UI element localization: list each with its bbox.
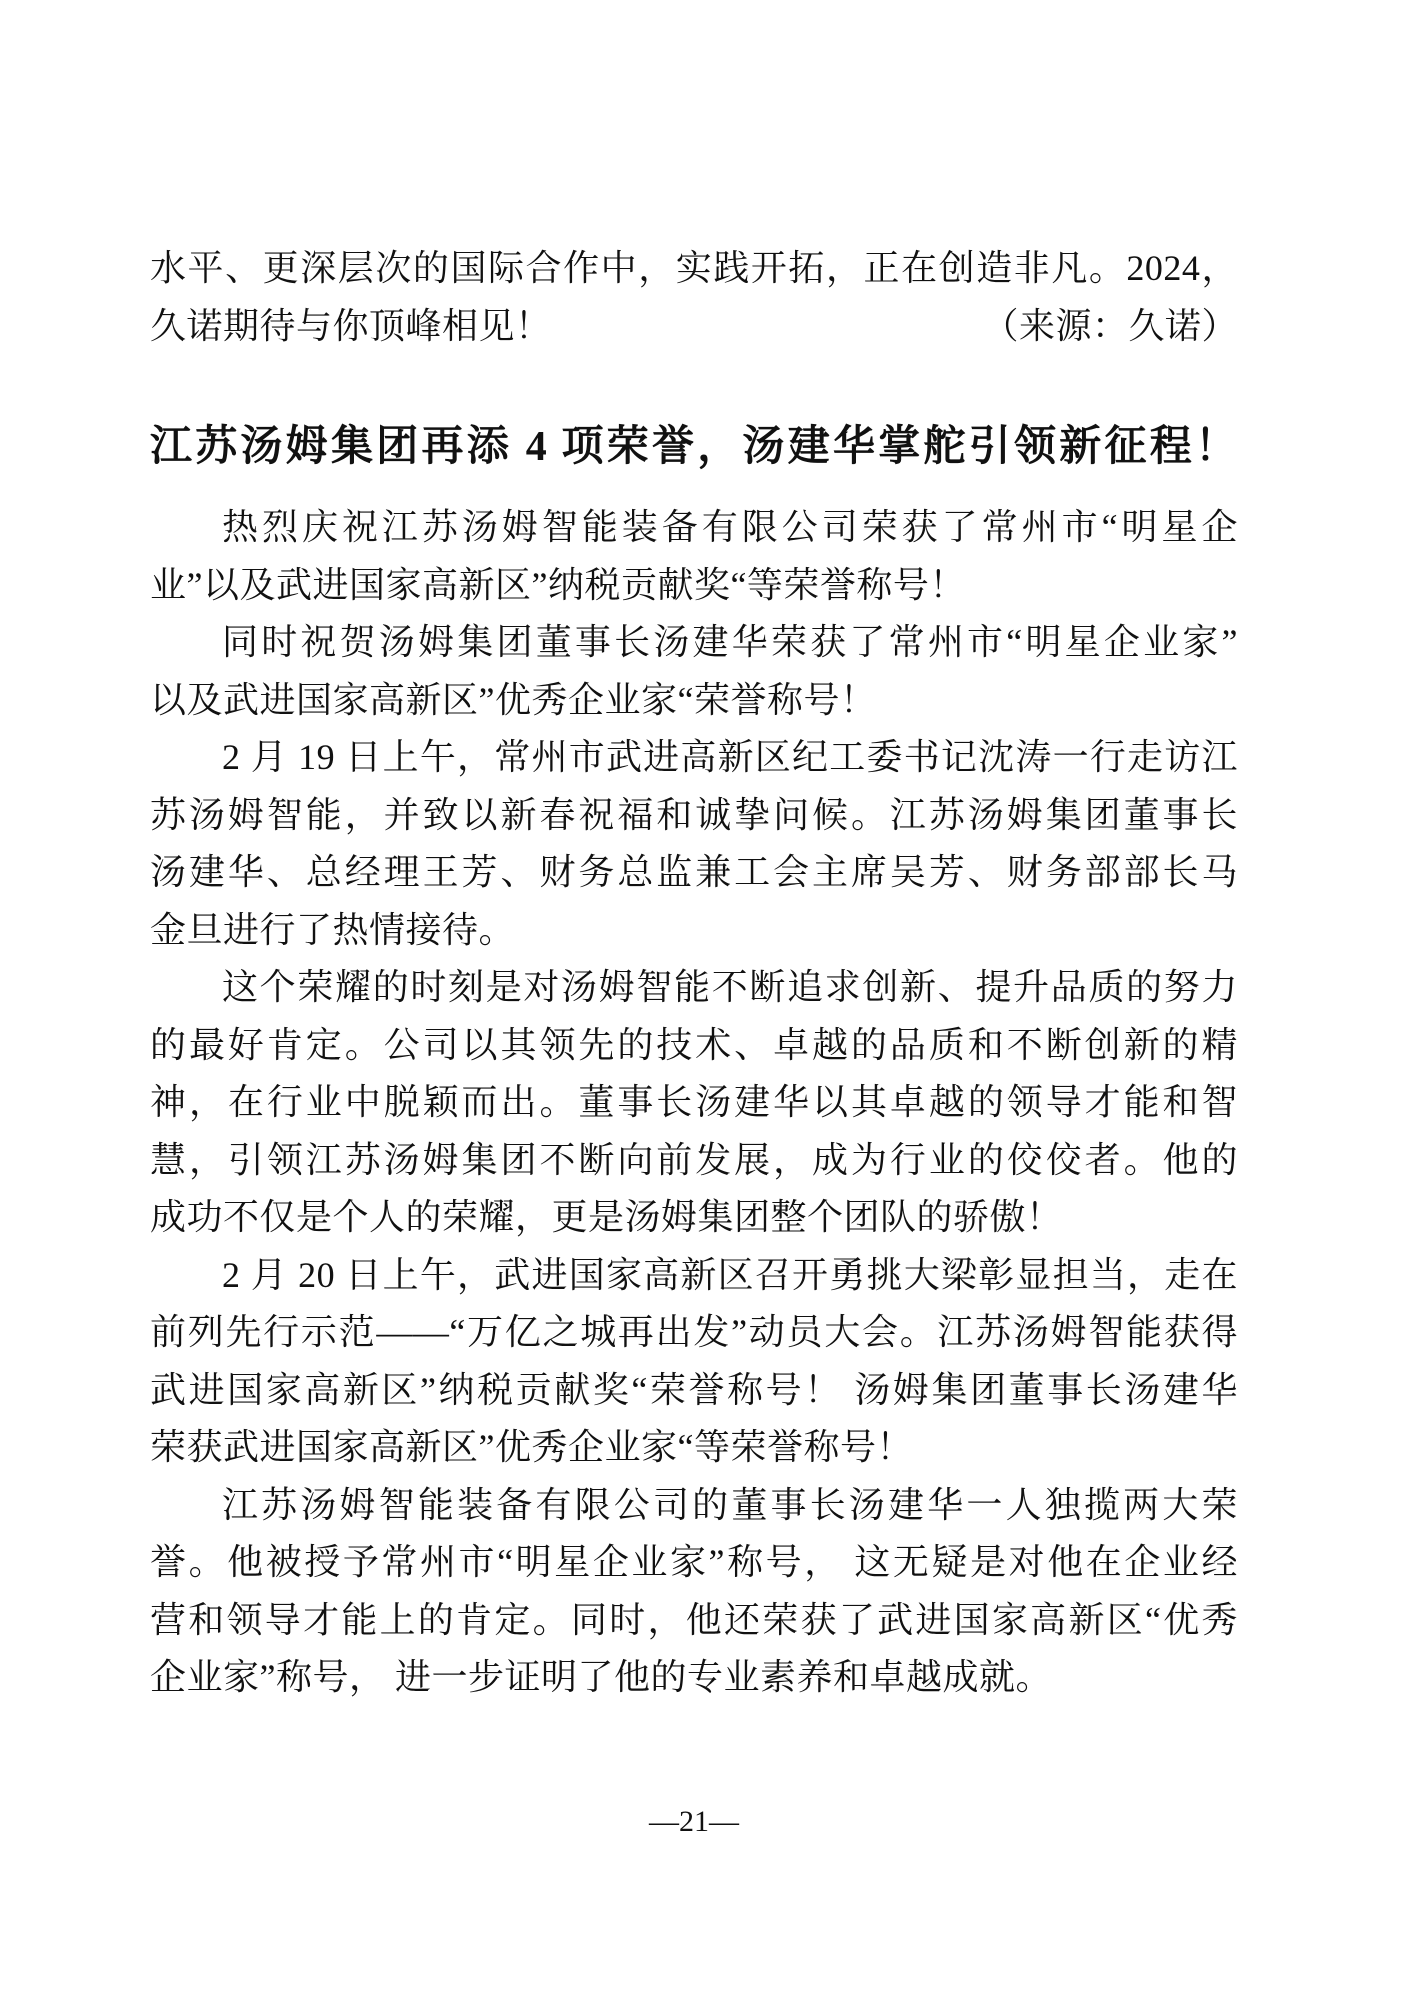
text-line: 神，在行业中脱颖而出。董事长汤建华以其卓越的领导才能和智 (150, 1082, 1238, 1122)
intro-closing-text: 久诺期待与你顶峰相见！ (150, 305, 552, 346)
paragraph-4 (150, 959, 1238, 1247)
text-line: 的最好肯定。公司以其领先的技术、卓越的品质和不断创新的精 (150, 1024, 1238, 1065)
text-line: 同时祝贺汤姆集团董事长汤建华荣获了常州市“明星企业家” (222, 622, 1238, 662)
text-line: 2 月 19 日上午，常州市武进高新区纪工委书记沈涛一行走访江 (222, 737, 1238, 777)
text-line: 营和领导才能上的肯定。同时，他还荣获了武进国家高新区“优秀 (150, 1599, 1238, 1640)
article-title: 江苏汤姆集团再添 4 项荣誉，汤建华掌舵引领新征程！ (150, 424, 1238, 470)
text-line: 前列先行示范——“万亿之城再出发”动员大会。江苏汤姆智能获得 (150, 1312, 1238, 1352)
text-line (150, 298, 1238, 356)
paragraph-3 (150, 729, 1238, 959)
page-content (150, 240, 1238, 1841)
text-line: 武进国家高新区”纳税贡献奖“荣誉称号！ 汤姆集团董事长汤建华 (150, 1369, 1238, 1410)
text-line: 热烈庆祝江苏汤姆智能装备有限公司荣获了常州市“明星企 (222, 507, 1238, 547)
paragraph-5 (150, 1247, 1238, 1477)
previous-article-ending (150, 240, 1238, 355)
text-line: 成功不仅是个人的荣耀，更是汤姆集团整个团队的骄傲！ (150, 1197, 1063, 1237)
text-line: 誉。他被授予常州市“明星企业家”称号， 这无疑是对他在企业经 (150, 1542, 1238, 1582)
paragraph-2 (150, 614, 1238, 729)
text-line: 荣获武进国家高新区”优秀企业家“等荣誉称号！ (150, 1427, 913, 1467)
text-line: 这个荣耀的时刻是对汤姆智能不断追求创新、提升品质的努力 (222, 967, 1238, 1007)
text-line: 以及武进国家高新区”优秀企业家“荣誉称号！ (150, 679, 877, 720)
text-line: 金旦进行了热情接待。 (150, 909, 516, 950)
page-number: —21— (649, 1804, 739, 1838)
paragraph-6 (150, 1477, 1238, 1707)
text-line: 2 月 20 日上午，武进国家高新区召开勇挑大梁彰显担当，走在 (222, 1254, 1238, 1295)
text-line: 汤建华、总经理王芳、财务总监兼工会主席吴芳、财务部部长马 (150, 852, 1238, 892)
text-line: 慧，引领江苏汤姆集团不断向前发展，成为行业的佼佼者。他的 (150, 1139, 1238, 1180)
text-line: 业”以及武进国家高新区”纳税贡献奖“等荣誉称号！ (150, 564, 966, 605)
source-attribution: （来源：久诺） (982, 305, 1238, 346)
text-line: 江苏汤姆智能装备有限公司的董事长汤建华一人独揽两大荣 (222, 1484, 1238, 1525)
text-line: 水平、更深层次的国际合作中，实践开拓，正在创造非凡。2024， (150, 248, 1238, 288)
paragraph-1 (150, 499, 1238, 614)
text-line: 企业家”称号， 进一步证明了他的专业素养和卓越成就。 (150, 1657, 1052, 1697)
text-line: 苏汤姆智能，并致以新春祝福和诚挚问候。江苏汤姆集团董事长 (150, 794, 1238, 835)
